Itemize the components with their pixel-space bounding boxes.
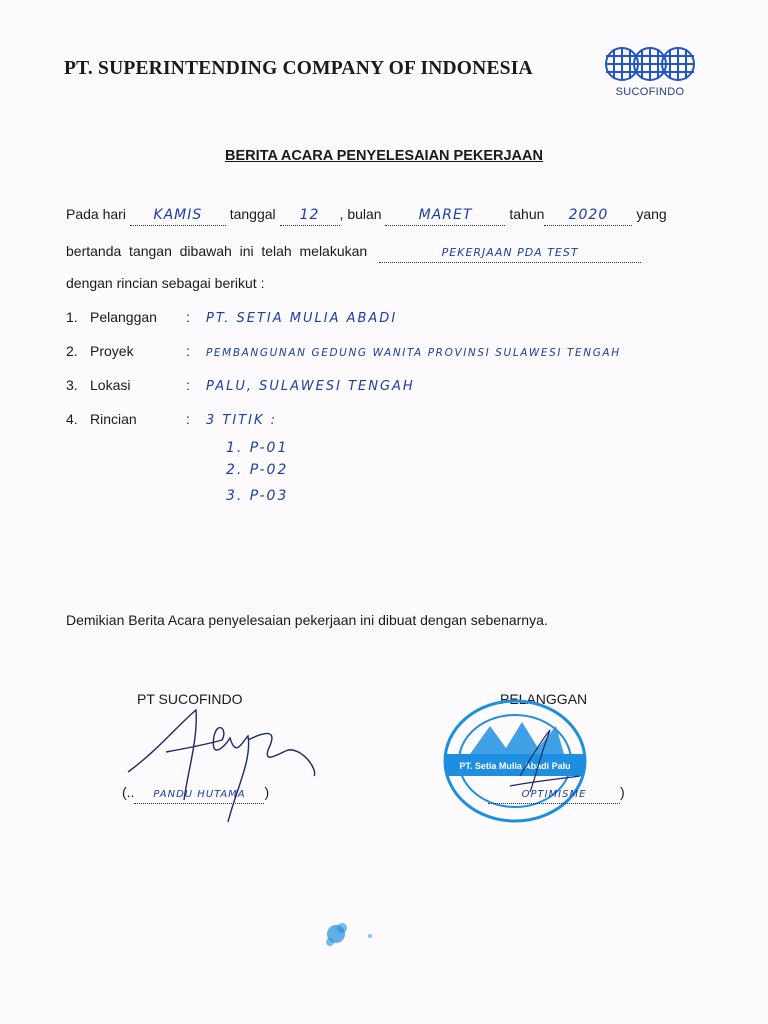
hari-field [130, 207, 226, 226]
company-stamp-icon [440, 696, 590, 826]
tahun-field [544, 207, 632, 226]
yang-text: yang [636, 206, 667, 222]
pekerjaan-field [379, 244, 641, 263]
closing-statement: Demikian Berita Acara penyelesaian pekerjaan ini dibuat dengan sebenarnya. [66, 612, 548, 628]
list-item: 2. Proyek : PEMBANGUNAN GEDUNG WANITA PROVINSI SULAWESI TENGAH [66, 343, 621, 359]
item-value: PALU, SULAWESI TENGAH [206, 379, 415, 394]
rincian-point: 2. P-02 [226, 462, 289, 478]
tahun-label: tahun [509, 206, 545, 222]
item-number: 3. [66, 377, 78, 393]
document-title: BERITA ACARA PENYELESAIAN PEKERJAAN [225, 148, 543, 164]
item-label: Rincian [90, 411, 137, 427]
item-value: 3 TITIK : [206, 413, 277, 428]
left-signer-name-field: (.. PANDU HUTAMA ) [122, 784, 269, 804]
tahun-value: 2020 [568, 207, 609, 223]
sucofindo-sign-label: PT SUCOFINDO [137, 691, 243, 707]
list-item: 4. Rincian : 3 TITIK : [66, 411, 277, 428]
intro-line-1: Pada hari KAMIS tanggal 12 , bulan MARET tahun 2020 yang [66, 206, 706, 226]
tanggal-value: 12 [299, 207, 320, 223]
bertanda-text: bertanda tangan dibawah ini telah melakukan [66, 243, 368, 259]
item-label: Proyek [90, 343, 134, 359]
pekerjaan-value: PEKERJAAN PDA TEST [441, 246, 579, 259]
list-item: 3. Lokasi : PALU, SULAWESI TENGAH [66, 377, 415, 394]
right-signer-name: OPTIMISME [521, 789, 587, 800]
item-number: 1. [66, 309, 78, 325]
left-signer-name: PANDU HUTAMA [153, 789, 246, 800]
bulan-field [385, 207, 505, 226]
rincian-point: 1. P-01 [226, 440, 289, 456]
company-name: PT. SUPERINTENDING COMPANY OF INDONESIA [64, 58, 533, 79]
bulan-label: bulan [347, 206, 382, 222]
intro-line-2 [66, 243, 706, 263]
tanggal-label: tanggal [229, 206, 276, 222]
stamp-text: PT. Setia Mulia Abadi Palu [459, 761, 571, 771]
item-number: 4. [66, 411, 78, 427]
tanggal-field [280, 207, 340, 226]
intro-line-3: dengan rincian sebagai berikut : [66, 275, 265, 291]
right-signer-name-field: OPTIMISME ) [488, 784, 625, 804]
item-value: PEMBANGUNAN GEDUNG WANITA PROVINSI SULAWESI TENGAH [206, 347, 621, 359]
item-number: 2. [66, 343, 78, 359]
item-label: Lokasi [90, 377, 131, 393]
item-label: Pelanggan [90, 309, 157, 325]
list-item: 1. Pelanggan : PT. SETIA MULIA ABADI [66, 309, 398, 326]
logo-text: SUCOFINDO [615, 86, 685, 98]
hari-value: KAMIS [153, 207, 203, 223]
signature-left-icon [118, 700, 328, 830]
pelanggan-sign-label: PELANGGAN [500, 691, 588, 707]
rincian-point: 3. P-03 [226, 488, 289, 504]
item-value: PT. SETIA MULIA ABADI [206, 311, 398, 326]
bulan-value: MARET [418, 207, 473, 223]
pada-hari-label: Pada hari [66, 206, 126, 222]
ink-blot-icon [318, 914, 378, 954]
